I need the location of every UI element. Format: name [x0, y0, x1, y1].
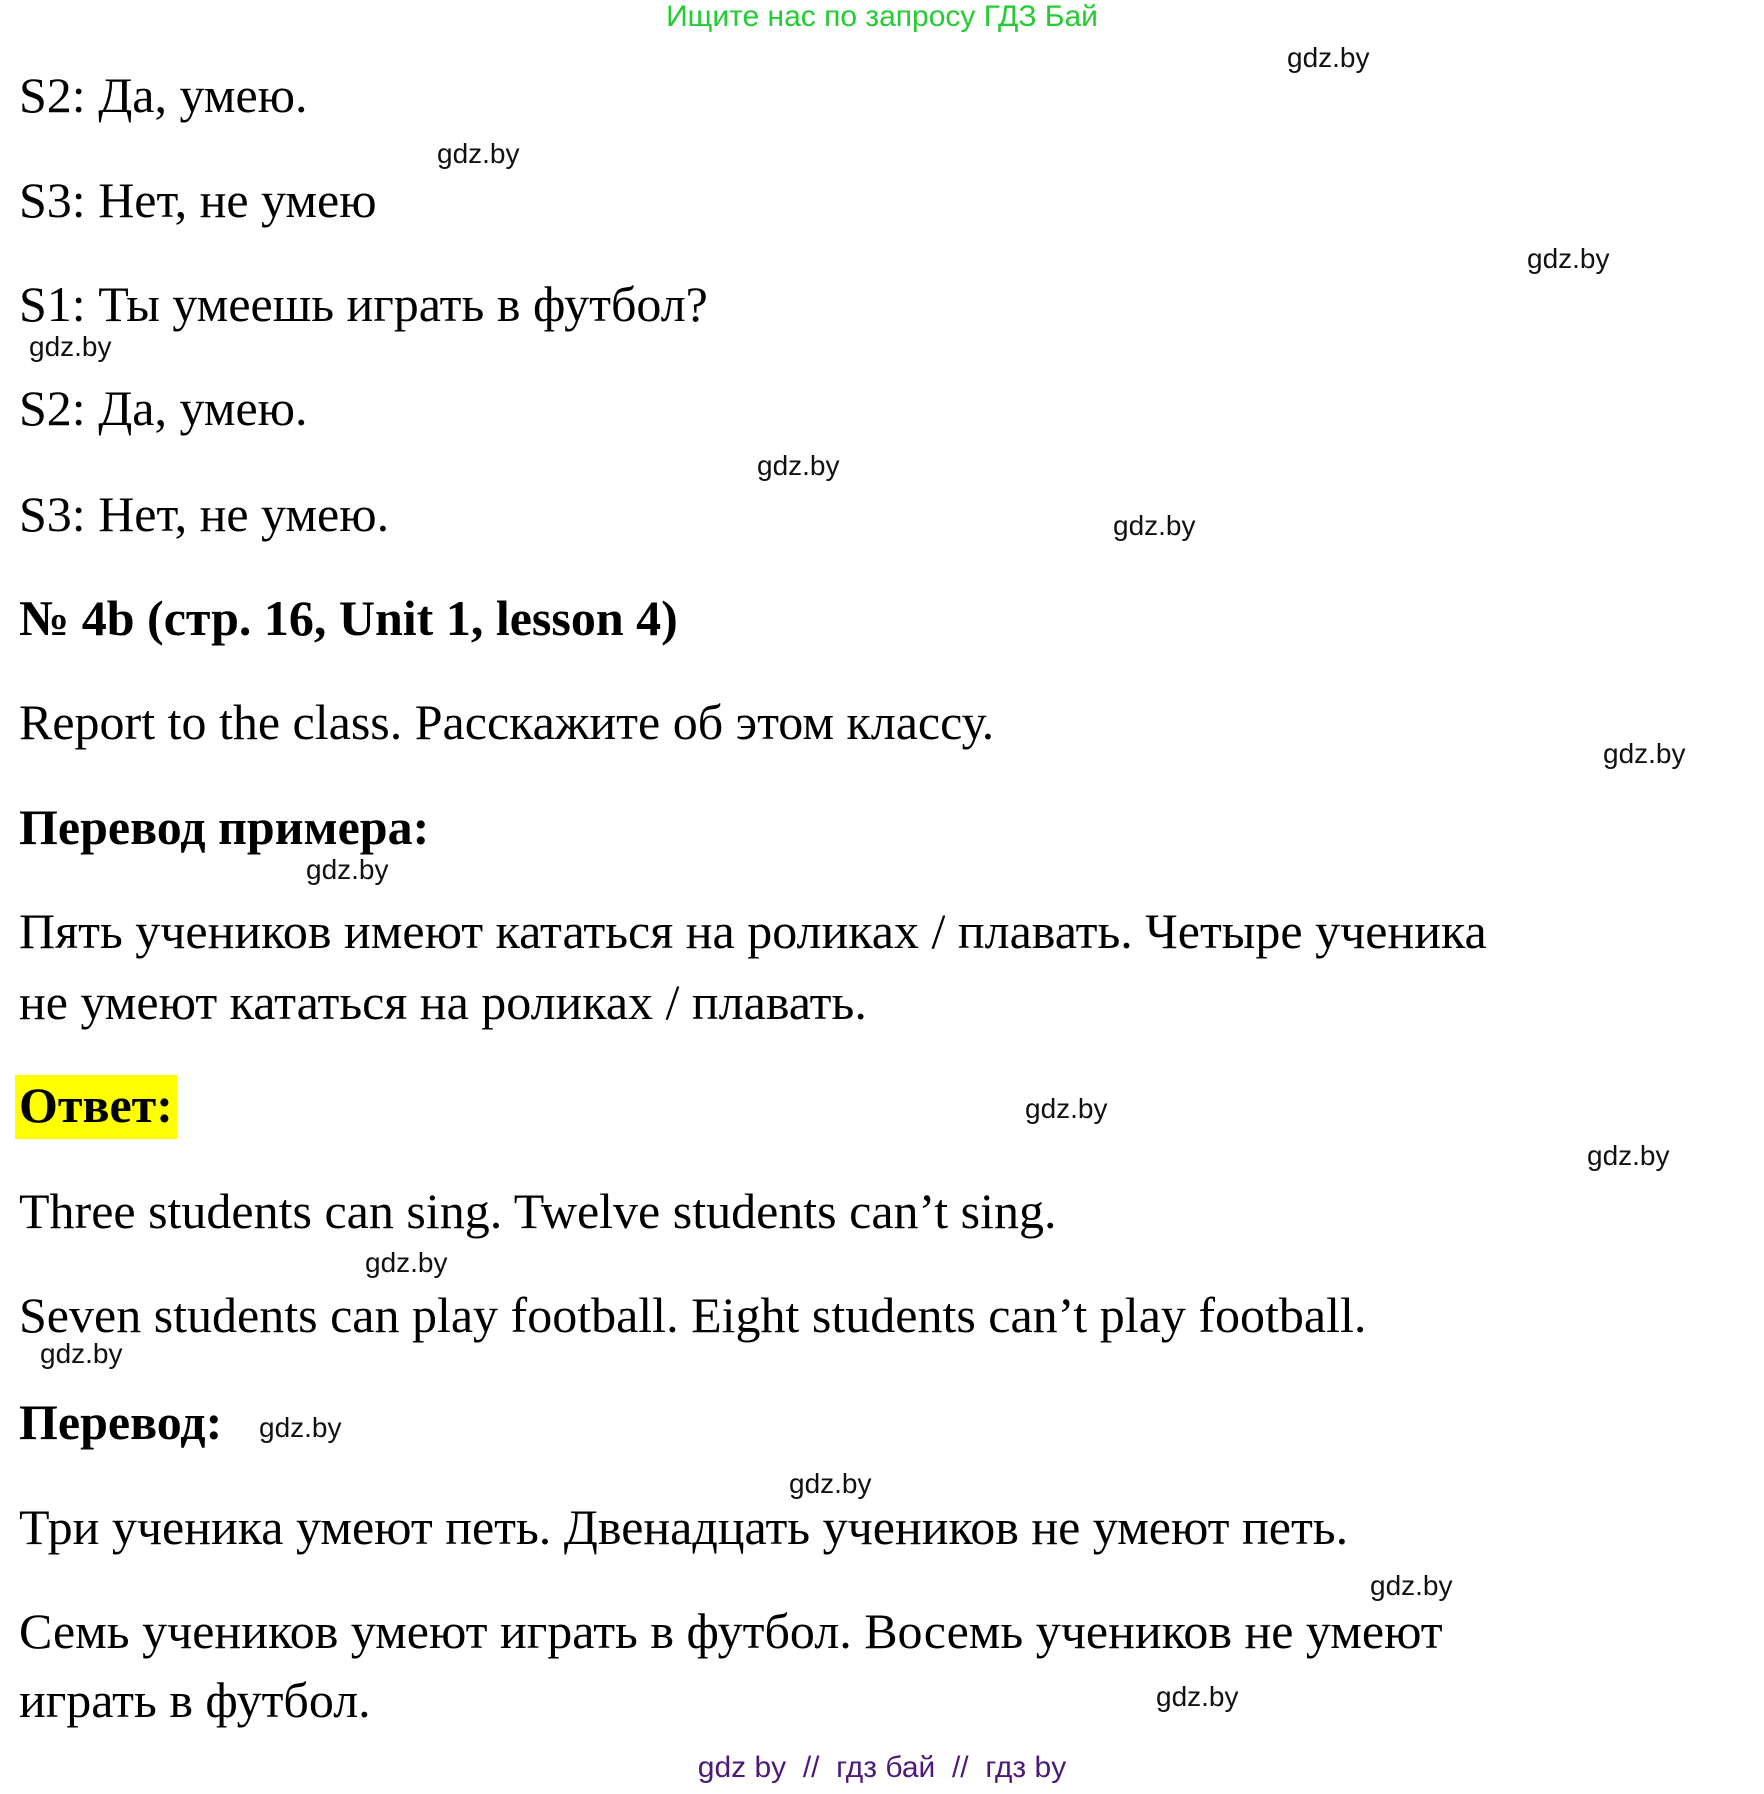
dialogue-line: S1: Ты умеешь играть в футбол?: [19, 276, 708, 332]
watermark: gdz.by: [40, 1338, 123, 1369]
dialogue-line: S3: Нет, не умею: [19, 172, 377, 228]
example-heading: Перевод примера:: [19, 799, 430, 855]
watermark: gdz.by: [1287, 42, 1370, 73]
translation-heading: Перевод:: [19, 1394, 223, 1450]
dialogue-line: S2: Да, умею.: [19, 380, 308, 436]
answer-line: Three students can sing. Twelve students can’t sing.: [19, 1183, 1057, 1239]
translation-line: играть в футбол.: [19, 1672, 371, 1728]
translation-line: Три ученика умеют петь. Двенадцать учеников не умеют петь.: [19, 1499, 1349, 1555]
watermark: gdz.by: [259, 1412, 342, 1443]
watermark: gdz.by: [1025, 1093, 1108, 1124]
answer-line: Seven students can play football. Eight students can’t play football.: [19, 1287, 1367, 1343]
translation-line: Семь учеников умеют играть в футбол. Восемь учеников не умеют: [19, 1603, 1443, 1659]
dialogue-line: S2: Да, умею.: [19, 67, 308, 123]
watermark: gdz.by: [1156, 1681, 1239, 1712]
watermark: gdz.by: [1527, 243, 1610, 274]
watermark: gdz.by: [29, 331, 112, 362]
watermark: gdz.by: [1113, 510, 1196, 541]
search-banner[interactable]: Ищите нас по запросу ГДЗ Бай: [666, 0, 1098, 33]
answer-label: Ответ:: [15, 1075, 177, 1139]
watermark: gdz.by: [789, 1468, 872, 1499]
watermark: gdz.by: [365, 1247, 448, 1278]
footer-links[interactable]: gdz by // гдз бай // гдз by: [697, 1751, 1067, 1784]
watermark: gdz.by: [437, 138, 520, 169]
example-line: не умеют кататься на роликах / плавать.: [19, 974, 867, 1030]
watermark: gdz.by: [757, 450, 840, 481]
watermark: gdz.by: [1370, 1570, 1453, 1601]
watermark: gdz.by: [1603, 738, 1686, 769]
watermark: gdz.by: [306, 854, 389, 885]
example-line: Пять учеников имеют кататься на роликах / плавать. Четыре ученика: [19, 903, 1487, 959]
answer-label-wrap: [19, 1077, 177, 1133]
task-text: Report to the class. Расскажите об этом классу.: [19, 694, 995, 750]
exercise-heading: № 4b (стр. 16, Unit 1, lesson 4): [19, 590, 678, 646]
dialogue-line: S3: Нет, не умею.: [19, 486, 390, 542]
watermark: gdz.by: [1587, 1140, 1670, 1171]
